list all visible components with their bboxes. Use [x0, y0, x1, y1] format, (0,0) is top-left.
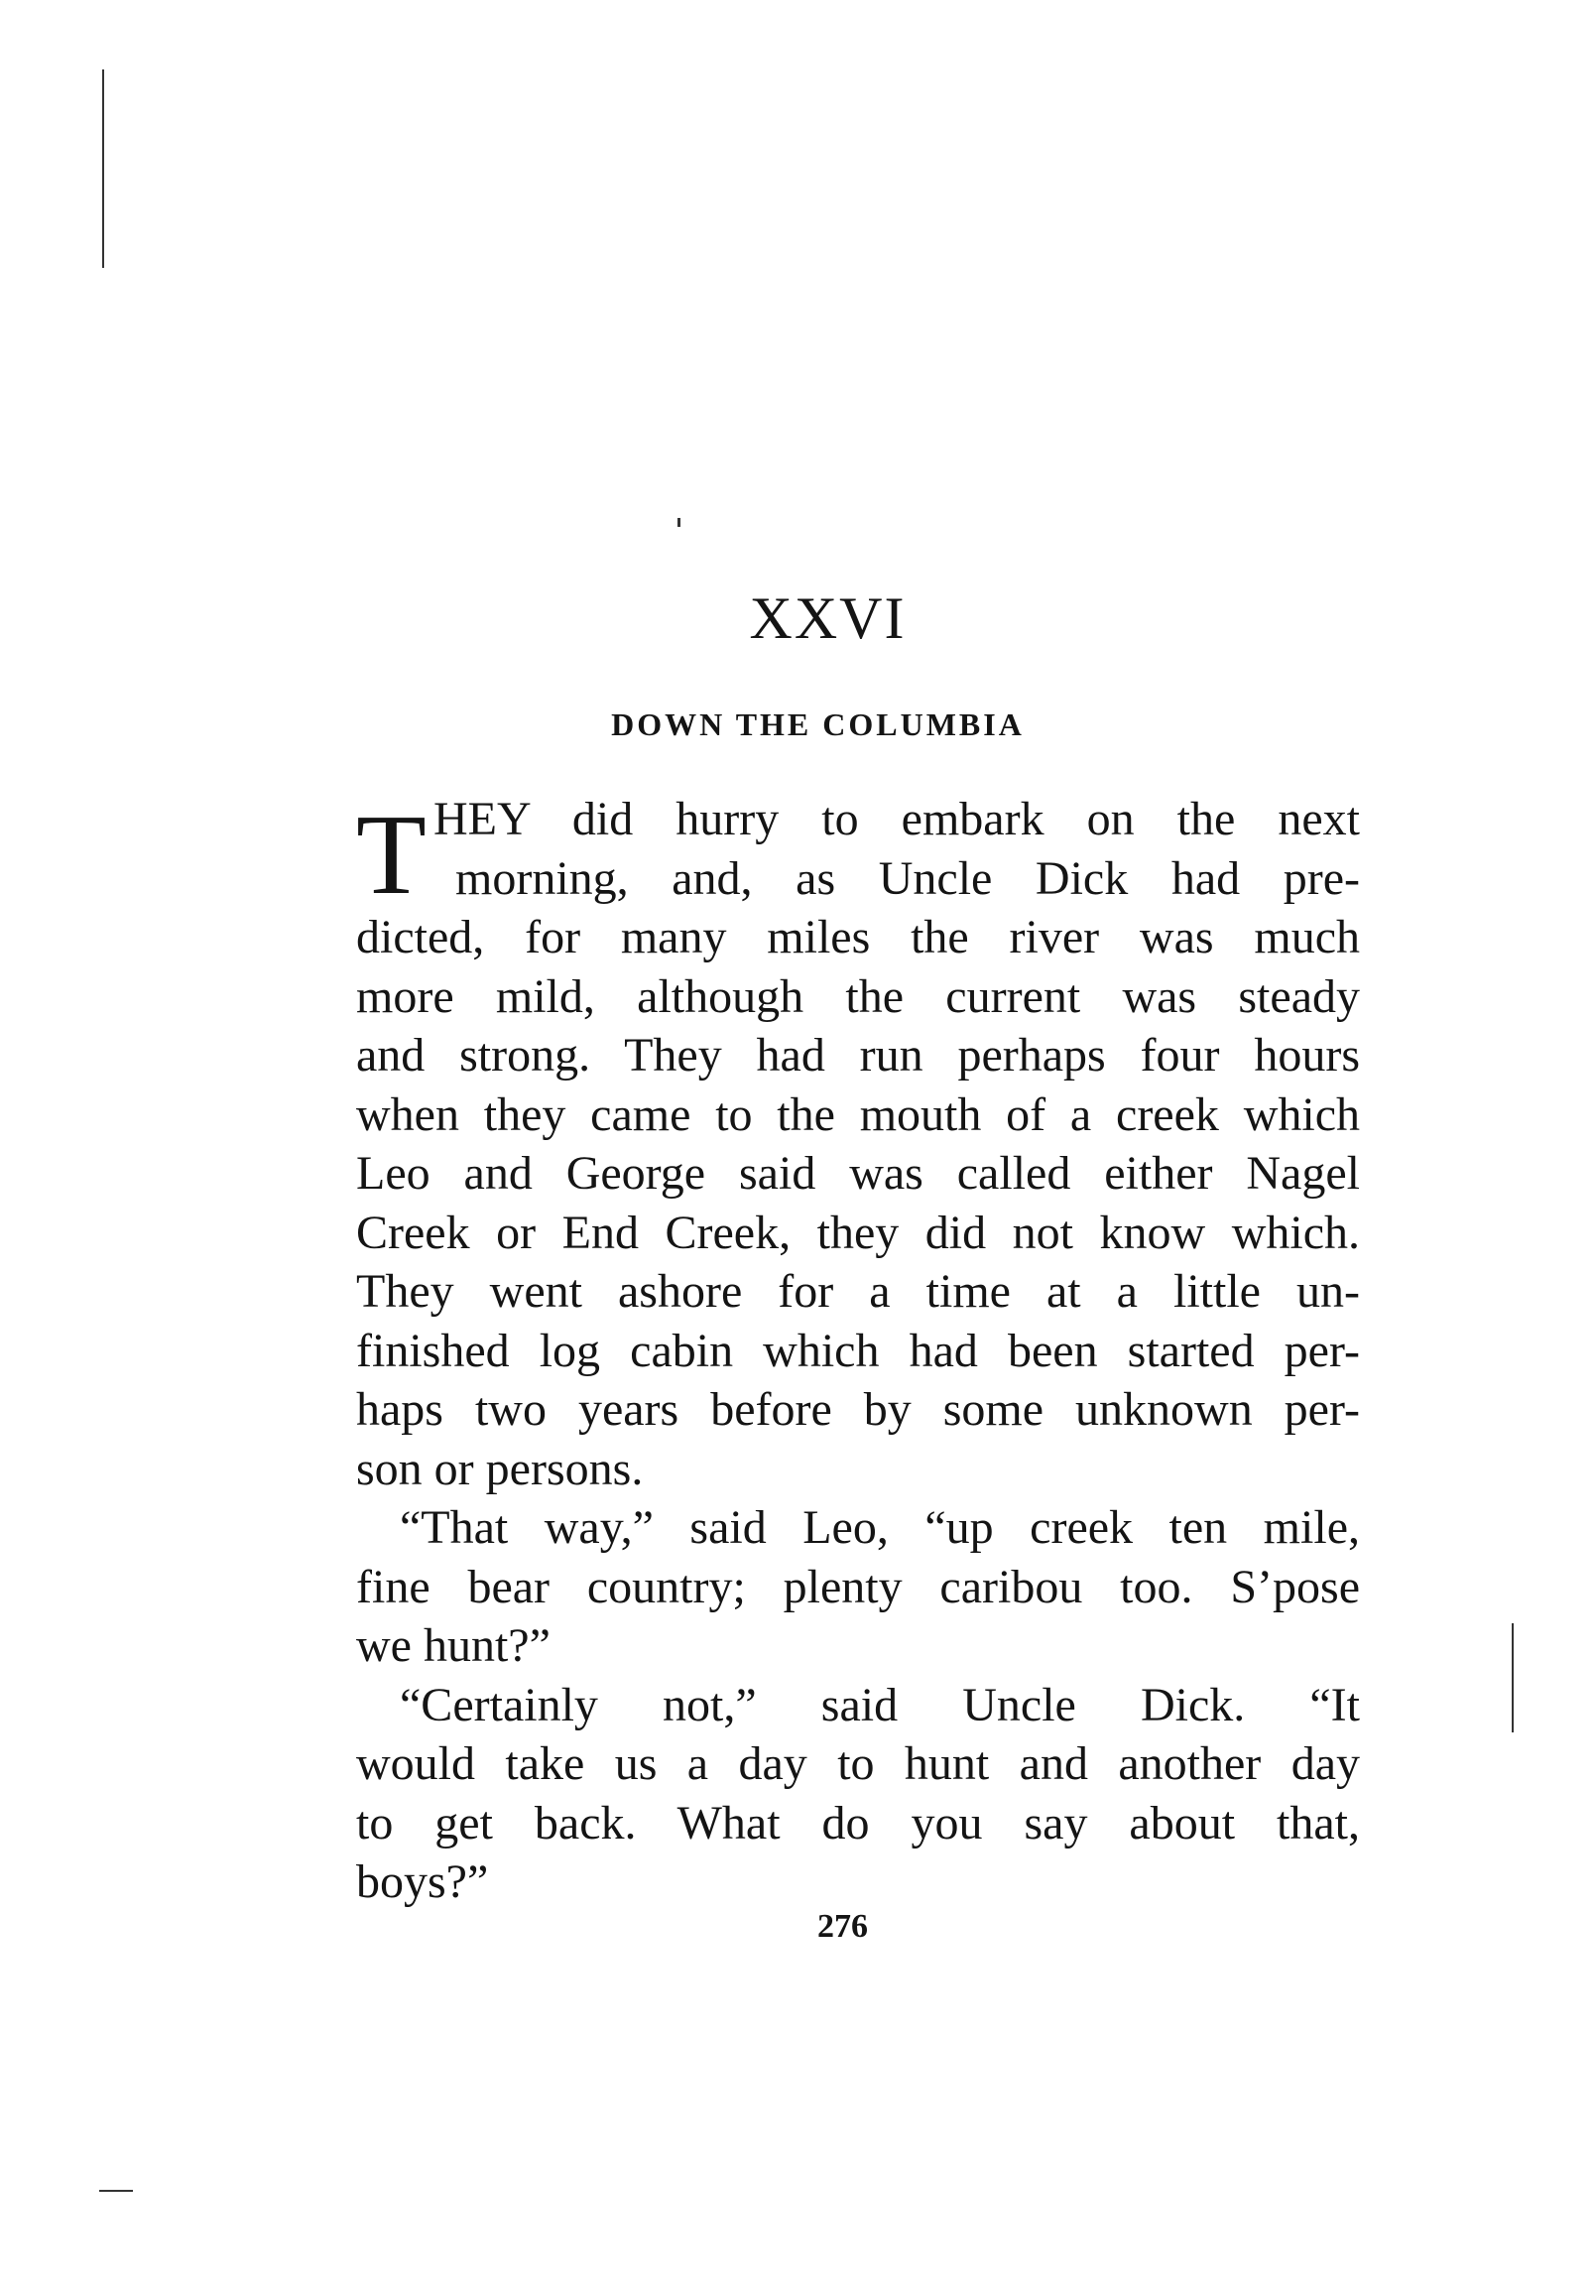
text-line: “That way,” said Leo, “up creek ten mile,: [400, 1501, 1360, 1554]
text-line: to get back. What do you say about that,: [356, 1796, 1360, 1850]
text-line: we hunt?”: [356, 1619, 551, 1672]
text-line: more mild, although the current was steady: [356, 969, 1360, 1023]
page-number: 276: [817, 1908, 868, 1945]
text-line: morning, and, as Uncle Dick had pre-: [455, 851, 1360, 905]
text-line: finished log cabin which had been started per-: [356, 1324, 1360, 1377]
text-line: would take us a day to hunt and another day: [356, 1737, 1360, 1790]
text-line: when they came to the mouth of a creek which: [356, 1087, 1360, 1141]
chapter-title: DOWN THE COLUMBIA: [611, 706, 1025, 742]
text-line: fine bear country; plenty caribou too. S’pose: [356, 1560, 1360, 1613]
text-line: dicted, for many miles the river was much: [356, 911, 1360, 963]
text-line: Creek or End Creek, they did not know which.: [356, 1206, 1360, 1259]
text-line: Leo and George said was called either Nagel: [356, 1147, 1360, 1200]
text-line: boys?”: [356, 1855, 489, 1908]
text-line: haps two years before by some unknown per-: [356, 1383, 1360, 1436]
scan-margin-line-right: [1512, 1623, 1514, 1732]
text-line: “Certainly not,” said Uncle Dick. “It: [400, 1678, 1360, 1731]
scan-margin-line-top: [102, 69, 104, 268]
text-line: and strong. They had run perhaps four hours: [356, 1029, 1360, 1082]
text-line: son or persons.: [356, 1442, 644, 1495]
chapter-body: [356, 790, 1360, 1912]
text-line: HEY did hurry to embark on the next: [433, 793, 1360, 845]
scan-speck: [677, 518, 680, 527]
scan-margin-dash-bottom: [99, 2190, 133, 2192]
drop-cap: T: [356, 792, 427, 919]
text-line: They went ashore for a time at a little un-: [356, 1265, 1360, 1318]
chapter-number: XXVI: [749, 585, 907, 651]
